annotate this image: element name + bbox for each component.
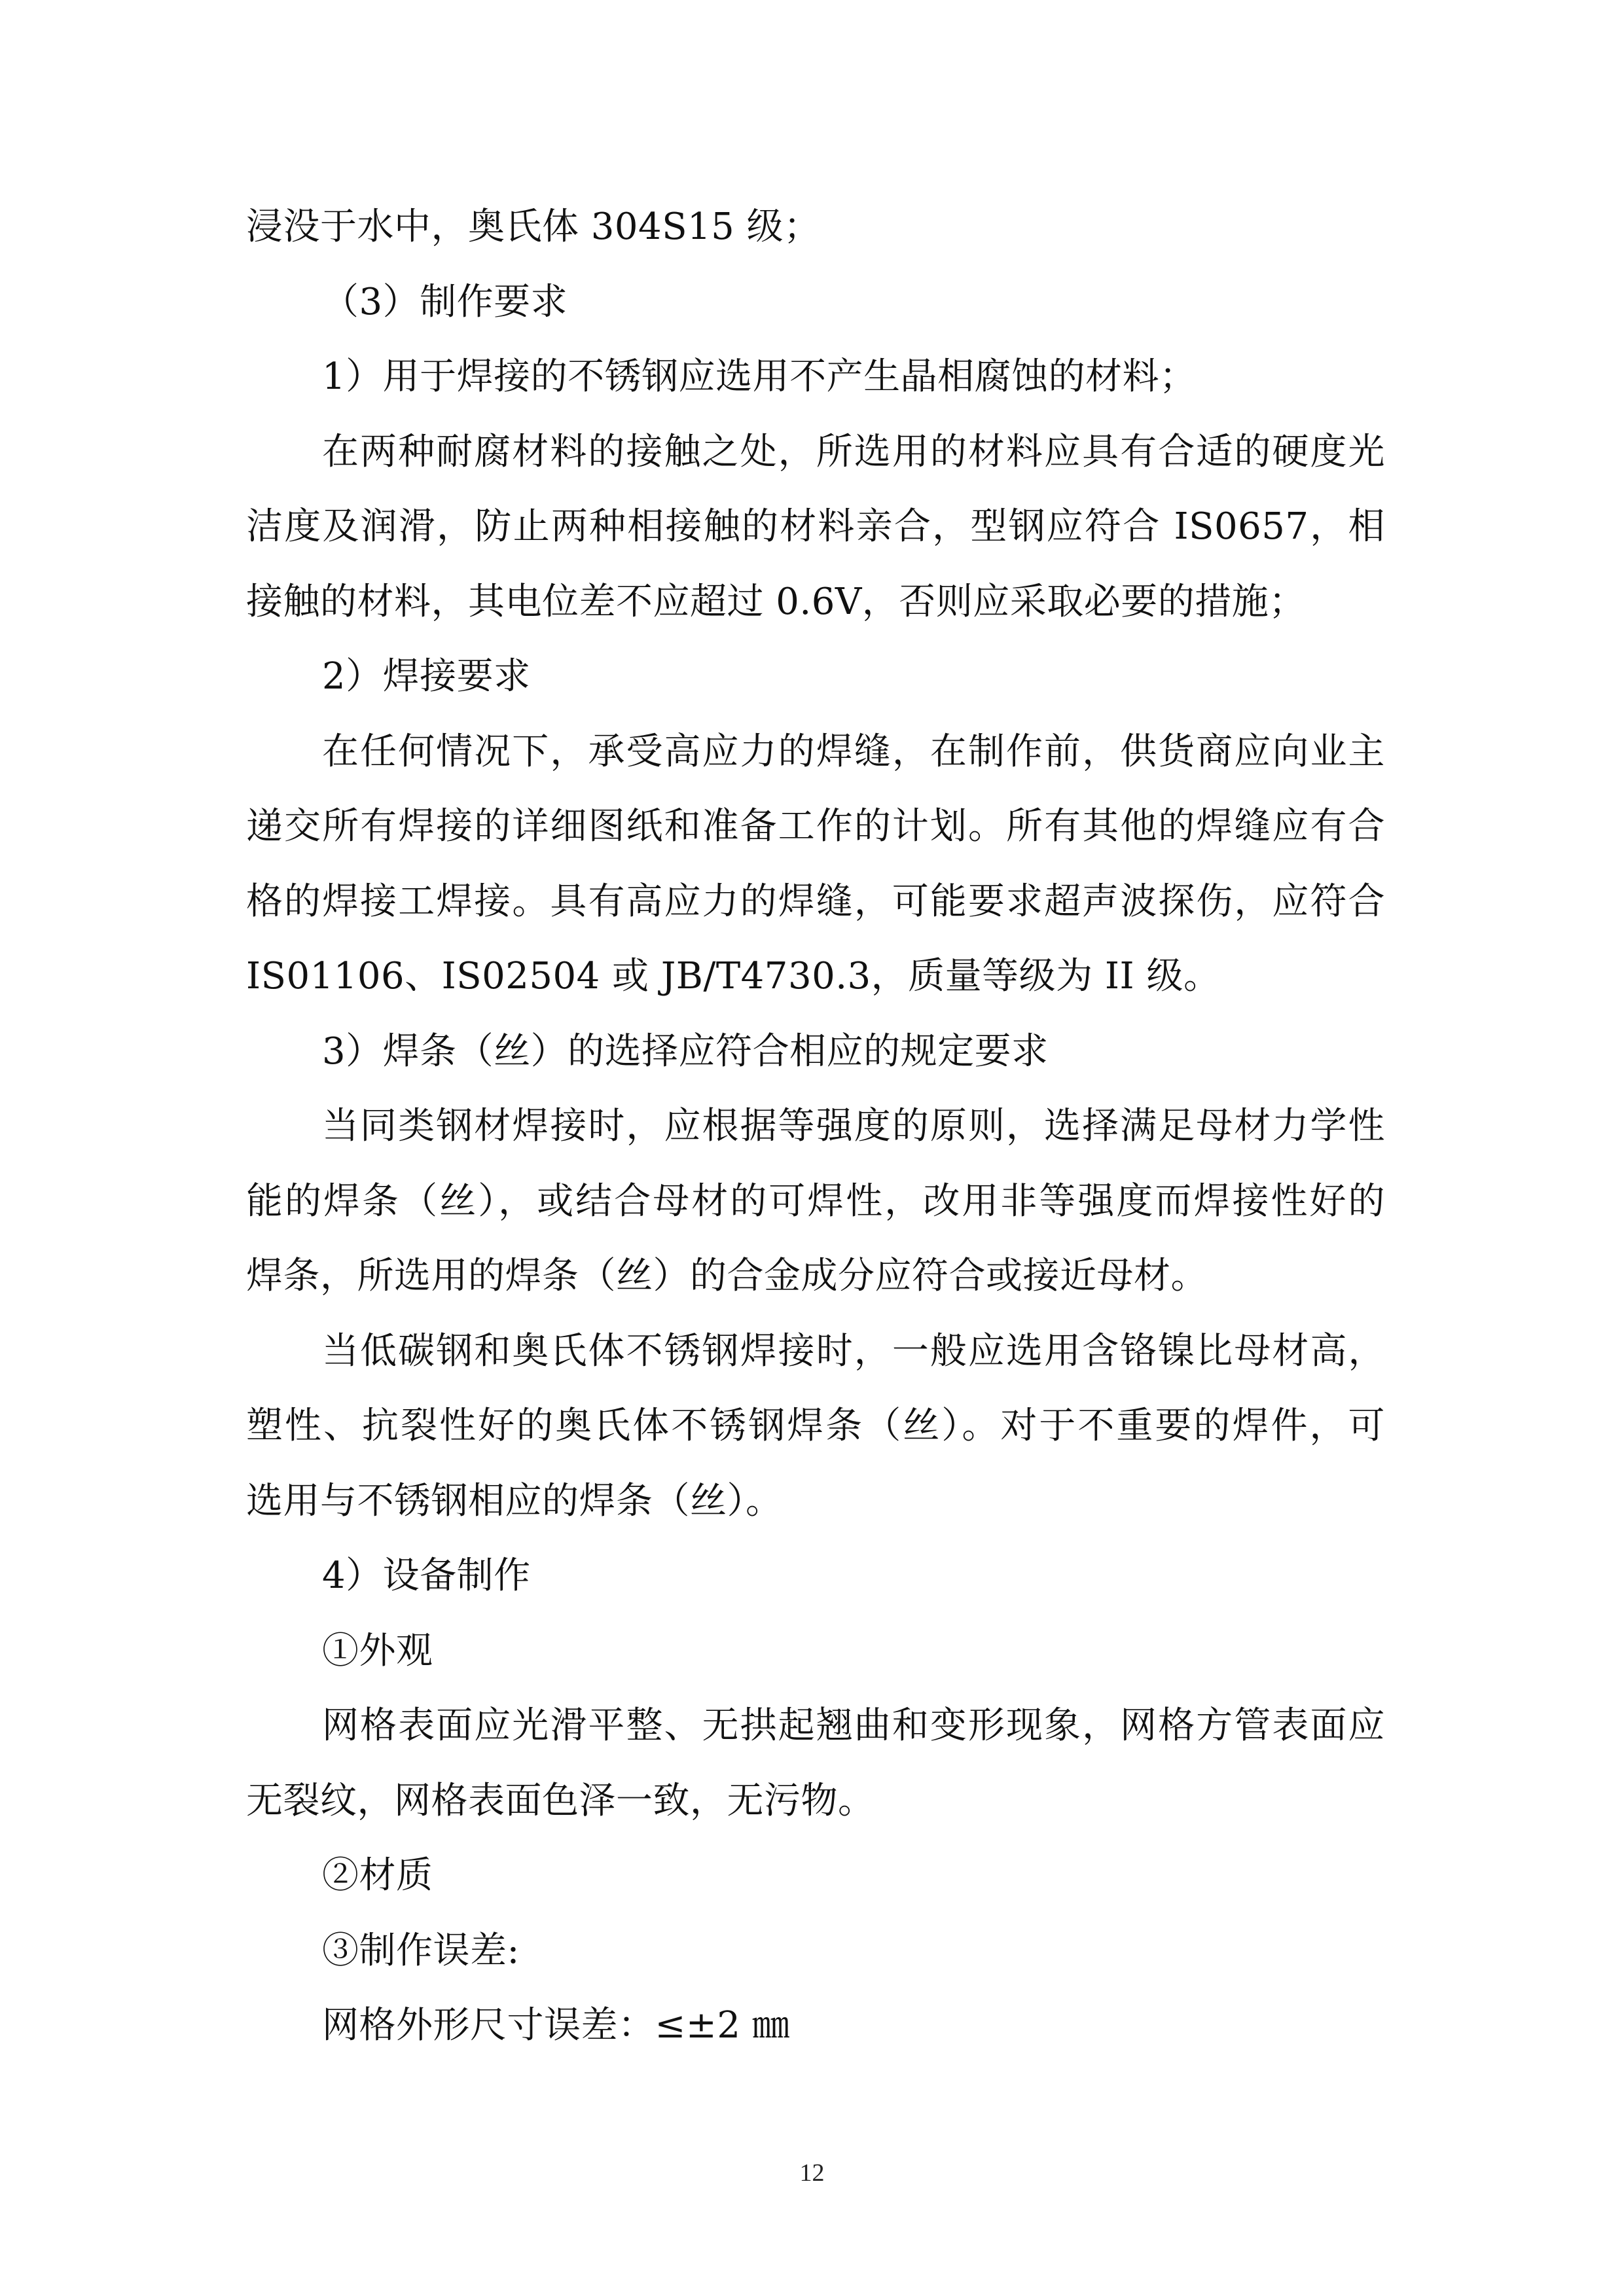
paragraph-line: 无裂纹，网格表面色泽一致，无污物。 <box>246 1779 875 1822</box>
item-heading: ①外观 <box>322 1629 433 1672</box>
paragraph-line: 网格表面应光滑平整、无拱起翘曲和变形现象，网格方管表面应 <box>322 1704 1385 1747</box>
document-body <box>246 190 1385 2064</box>
paragraph-line: 接触的材料，其电位差不应超过 0.6V，否则应采取必要的措施； <box>246 580 1306 623</box>
paragraph-line: 当同类钢材焊接时，应根据等强度的原则，选择满足母材力学性 <box>322 1105 1385 1147</box>
paragraph-line: 网格外形尺寸误差：≤±2 ㎜ <box>322 2004 790 2047</box>
subsection-heading: 1）用于焊接的不锈钢应选用不产生晶相腐蚀的材料； <box>322 355 1197 398</box>
section-heading: （3）制作要求 <box>322 280 568 323</box>
item-heading: ②材质 <box>322 1854 433 1897</box>
paragraph-line: 焊条，所选用的焊条（丝）的合金成分应符合或接近母材。 <box>246 1255 1208 1297</box>
paragraph-line: 当低碳钢和奥氏体不锈钢焊接时，一般应选用含铬镍比母材高， <box>322 1329 1385 1372</box>
paragraph-line: 洁度及润滑，防止两种相接触的材料亲合，型钢应符合 IS0657，相 <box>246 505 1385 548</box>
item-heading: ③制作误差: <box>322 1929 520 1972</box>
paragraph-line: IS01106、IS02504 或 JB/T4730.3，质量等级为 II 级。 <box>246 955 1221 997</box>
paragraph-line: 递交所有焊接的详细图纸和准备工作的计划。所有其他的焊缝应有合 <box>246 805 1385 848</box>
subsection-heading: 3）焊条（丝）的选择应符合相应的规定要求 <box>322 1030 1049 1073</box>
paragraph-line: 在任何情况下，承受高应力的焊缝，在制作前，供货商应向业主 <box>322 730 1385 773</box>
paragraph-line: 浸没于水中，奥氏体 304S15 级； <box>246 206 821 248</box>
paragraph-line: 塑性、抗裂性好的奥氏体不锈钢焊条（丝）。对于不重要的焊件，可 <box>246 1405 1385 1447</box>
page-number: 12 <box>799 2159 825 2187</box>
paragraph-line: 格的焊接工焊接。具有高应力的焊缝，可能要求超声波探伤，应符合 <box>246 880 1385 923</box>
paragraph-line: 选用与不锈钢相应的焊条（丝）。 <box>246 1479 783 1522</box>
subsection-heading: 2）焊接要求 <box>322 655 531 698</box>
subsection-heading: 4）设备制作 <box>322 1554 531 1597</box>
paragraph-line: 在两种耐腐材料的接触之处，所选用的材料应具有合适的硬度光 <box>322 430 1385 473</box>
paragraph-line: 能的焊条（丝），或结合母材的可焊性，改用非等强度而焊接性好的 <box>246 1179 1385 1223</box>
